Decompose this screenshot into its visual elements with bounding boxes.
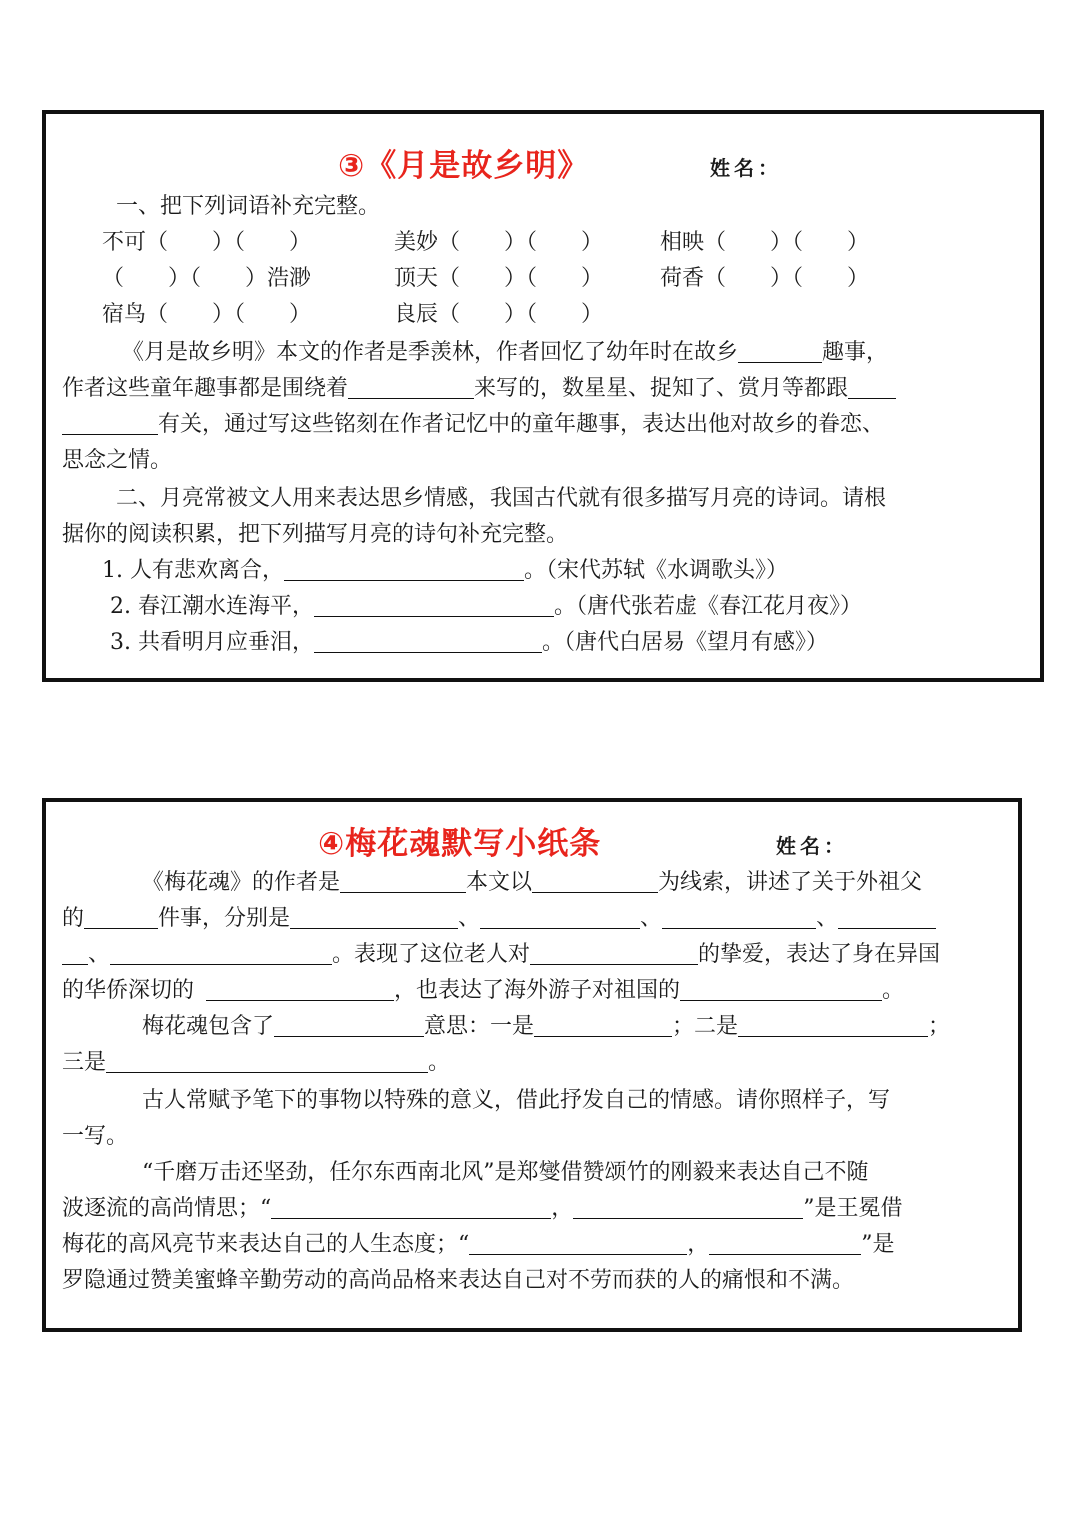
text-segment: 。表现了这位老人对 <box>332 942 531 967</box>
text-segment: 意思：一是 <box>424 1014 535 1039</box>
answer-blank[interactable] <box>340 870 466 893</box>
answer-blank[interactable] <box>480 906 640 929</box>
answer-blank[interactable] <box>680 978 882 1001</box>
worksheet-card-3 <box>42 110 1044 682</box>
answer-blank[interactable] <box>284 558 524 581</box>
answer-blank[interactable] <box>62 412 158 435</box>
word-item: 美妙（ ）（ ） <box>394 230 604 255</box>
paragraph-line <box>122 338 888 368</box>
paragraph-line <box>62 1194 903 1224</box>
worksheet-card-4 <box>42 798 1022 1332</box>
paragraph-line: 一写。 <box>62 1124 129 1149</box>
answer-blank[interactable] <box>84 906 158 929</box>
text-segment: 梅花魂包含了 <box>142 1014 275 1039</box>
paragraph-line <box>62 1048 450 1078</box>
word-item: 宿鸟（ ）（ ） <box>102 302 312 327</box>
text-segment: ”是王冕借 <box>803 1196 903 1221</box>
answer-blank[interactable] <box>534 1014 672 1037</box>
text-segment: ”是 <box>861 1232 895 1257</box>
text-segment: 、 <box>816 906 839 931</box>
text-segment: 的华侨深切的 <box>62 978 195 1003</box>
text-segment: 本文以 <box>466 870 533 895</box>
text-segment: 。 <box>882 978 905 1003</box>
text-segment: 。（唐代白居易《望月有感》） <box>541 630 828 655</box>
answer-blank[interactable] <box>62 942 88 965</box>
answer-blank[interactable] <box>838 906 936 929</box>
poem-question-3 <box>110 628 828 658</box>
text-segment: 波逐流的高尚情思；“ <box>62 1196 272 1221</box>
paragraph-line <box>62 410 884 440</box>
text-segment: 《梅花魂》的作者是 <box>142 870 341 895</box>
card-title: ④梅花魂默写小纸条 <box>318 826 602 862</box>
poem-question-2 <box>110 592 862 622</box>
answer-blank[interactable] <box>271 1196 551 1219</box>
paragraph-line <box>62 940 940 970</box>
text-segment: 趣事， <box>822 340 889 365</box>
paragraph-line: 据你的阅读积累，把下列描写月亮的诗句补充完整。 <box>62 522 569 547</box>
text-segment: 2. 春江潮水连海平， <box>110 594 314 619</box>
paragraph-line <box>62 1230 895 1260</box>
text-segment: 《月是故乡明》本文的作者是季羡林，作者回忆了幼年时在故乡 <box>122 340 739 365</box>
text-segment: 。 <box>428 1050 451 1075</box>
text-segment: 的 <box>62 906 85 931</box>
text-segment: ， <box>687 1232 710 1257</box>
paragraph-line: 古人常赋予笔下的事物以特殊的意义，借此抒发自己的情感。请你照样子，写 <box>142 1088 891 1113</box>
text-segment: 3. 共看明月应垂泪， <box>110 630 314 655</box>
paragraph-line <box>142 868 922 898</box>
text-segment: 件事，分别是 <box>158 906 291 931</box>
paragraph-line <box>62 374 896 404</box>
text-segment: 有关，通过写这些铭刻在作者记忆中的童年趣事，表达出他对故乡的眷恋、 <box>158 412 885 437</box>
word-item: 良辰（ ）（ ） <box>394 302 604 327</box>
text-segment: 三是 <box>62 1050 107 1075</box>
paragraph-line: 二、月亮常被文人用来表达思乡情感，我国古代就有很多描写月亮的诗词。请根 <box>116 486 887 511</box>
text-segment: 来写的，数星星、捉知了、赏月等都跟 <box>474 376 849 401</box>
paragraph-line <box>62 976 904 1006</box>
answer-blank[interactable] <box>573 1196 803 1219</box>
answer-blank[interactable] <box>348 376 474 399</box>
paragraph-line: “千磨万击还坚劲，任尔东西南北风”是郑燮借赞颂竹的刚毅来表达自己不随 <box>142 1160 869 1185</box>
text-segment: 的挚爱，表达了身在异国 <box>698 942 941 967</box>
answer-blank[interactable] <box>314 594 554 617</box>
answer-blank[interactable] <box>662 906 816 929</box>
text-segment: ； <box>928 1014 951 1039</box>
word-item: （ ）（ ）浩渺 <box>102 266 312 291</box>
answer-blank[interactable] <box>290 906 458 929</box>
text-segment: 、 <box>640 906 663 931</box>
text-segment: 1. 人有悲欢离合， <box>102 558 284 583</box>
card-title: ③《月是故乡明》 <box>338 148 590 184</box>
answer-blank[interactable] <box>274 1014 424 1037</box>
answer-blank[interactable] <box>848 376 896 399</box>
paragraph-line <box>142 1012 950 1042</box>
text-segment: 、 <box>458 906 481 931</box>
paragraph-line: 思念之情。 <box>62 448 173 473</box>
paragraph-line <box>62 904 936 934</box>
text-segment: 作者这些童年趣事都是围绕着 <box>62 376 349 401</box>
poem-question-1 <box>102 556 788 586</box>
text-segment: 。（唐代张若虚《春江花月夜》） <box>553 594 862 619</box>
answer-blank[interactable] <box>206 978 394 1001</box>
name-label: 姓名： <box>710 156 782 180</box>
word-item: 顶天（ ）（ ） <box>394 266 604 291</box>
answer-blank[interactable] <box>469 1232 687 1255</box>
text-segment: ；二是 <box>672 1014 739 1039</box>
answer-blank[interactable] <box>709 1232 861 1255</box>
answer-blank[interactable] <box>110 942 332 965</box>
answer-blank[interactable] <box>738 1014 928 1037</box>
section-heading: 一、把下列词语补充完整。 <box>116 194 381 219</box>
text-segment: ，也表达了海外游子对祖国的 <box>394 978 681 1003</box>
answer-blank[interactable] <box>530 942 698 965</box>
text-segment: 。（宋代苏轼《水调歌头》） <box>523 558 788 583</box>
text-segment: 、 <box>88 942 111 967</box>
answer-blank[interactable] <box>532 870 658 893</box>
answer-blank[interactable] <box>738 340 822 363</box>
text-segment: ， <box>551 1196 574 1221</box>
text-segment: 为线索，讲述了关于外祖父 <box>658 870 923 895</box>
text-segment: 梅花的高风亮节来表达自己的人生态度；“ <box>62 1232 470 1257</box>
answer-blank[interactable] <box>106 1050 428 1073</box>
answer-blank[interactable] <box>314 630 542 653</box>
word-item: 相映（ ）（ ） <box>660 230 870 255</box>
word-item: 不可（ ）（ ） <box>102 230 312 255</box>
name-label: 姓名： <box>776 834 848 858</box>
word-item: 荷香（ ）（ ） <box>660 266 870 291</box>
paragraph-line: 罗隐通过赞美蜜蜂辛勤劳动的高尚品格来表达自己对不劳而获的人的痛恨和不满。 <box>62 1268 855 1293</box>
